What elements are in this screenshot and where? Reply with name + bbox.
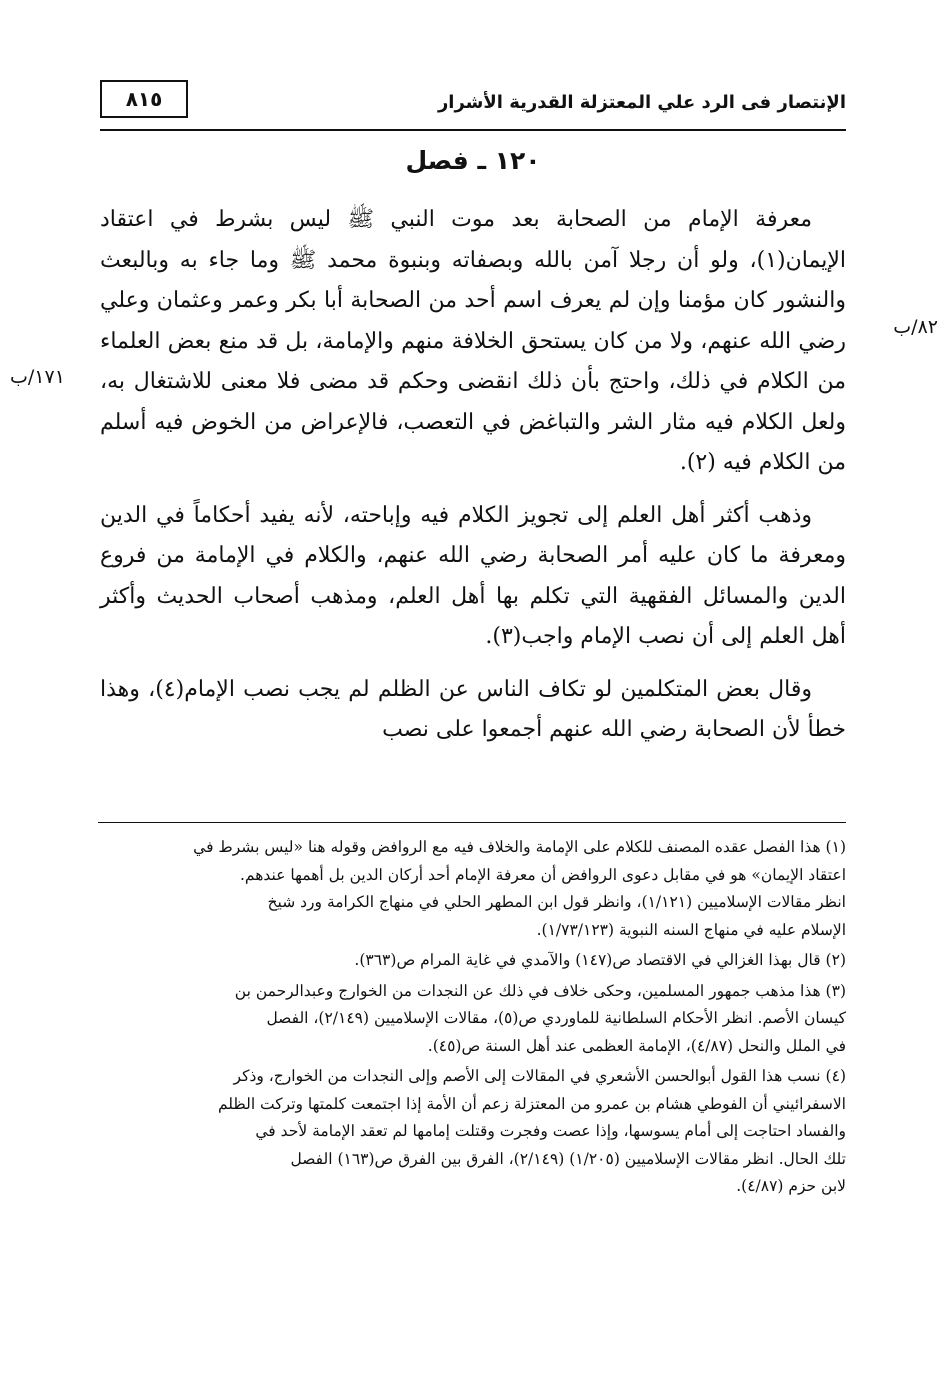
footnote-line: في الملل والنحل (٤/٨٧)، الإمامة العظمى عند أهل السنة ص(٤٥). (427, 1036, 846, 1055)
margin-note-left: ١٧١/ب (10, 366, 65, 388)
running-title: الإنتصار فى الرد علي المعتزلة القدرية الأشرار (437, 92, 846, 113)
page-header (100, 74, 846, 126)
footnotes (100, 834, 846, 1204)
footnote-line: (٤) نسب هذا القول أبوالحسن الأشعري في المقالات إلى الأصم وإلى النجدات من الخوارج، وذكر (233, 1067, 846, 1085)
paragraph: وقال بعض المتكلمين لو تكاف الناس عن الظلم لم يجب نصب الإمام(٤)، وهذا خطأ لأن الصحابة رضي الله عنهم أجمعوا على نصب (100, 676, 846, 742)
footnote-line: الاسفرائيني أن الفوطي هشام بن عمرو من المعتزلة زعم أن الأمة إذا اجتمعت كلمتها وتركت الظلم (217, 1094, 846, 1113)
paragraph: وذهب أكثر أهل العلم إلى تجويز الكلام فيه وإباحته، لأنه يفيد أحكاماً في الدين ومعرفة ما كان عليه أمر الصحابة رضي الله عنهم، والكلام في الإمامة من فروع الدين والمسائل الفقهية التي تكلم بها أهل العلم، ومذهب أصحاب الحديث وأكثر أهل العلم إلى أن نصب الإمام واجب(٣). (100, 502, 846, 649)
main-text (100, 200, 846, 763)
footnote-line: انظر مقالات الإسلاميين (١/١٢١)، وانظر قول ابن المطهر الحلي في منهاج الكرامة ورد شيخ (267, 893, 846, 911)
section-heading: ١٢٠ ـ فصل (405, 146, 541, 175)
footnote-line: الإسلام عليه في منهاج السنه النبوية (١/٧٣/١٢٣). (536, 920, 846, 939)
footnote-line: (١) هذا الفصل عقده المصنف للكلام على الإمامة والخلاف فيه مع الروافض وقوله هنا «ليس بشرط في (193, 838, 846, 856)
footnote-4 (100, 1063, 846, 1201)
paragraph: معرفة الإمام من الصحابة بعد موت النبي ﷺ ليس بشرط في اعتقاد الإيمان(١)، ولو أن رجلا آمن بالله وبصفاته وبنبوة محمد ﷺ وما جاء به وبالبعث والنشور كان مؤمنا وإن لم يعرف اسم أحد من الصحابة أبا بكر وعمر وعثمان وعلي رضي الله عنهم، ولا من كان يستحق الخلافة منهم والإمامة، بل قد منع بعض العلماء من الكلام في ذلك، واحتج بأن ذلك انقضى وحكم قد مضى فلا معنى للاشتغال به، ولعل الكلام فيه مثار الشر والتباغض في التعصب، فالإعراض من الخوض فيه أسلم من الكلام فيه (٢). (100, 207, 846, 475)
footnote-line: والفساد احتاجت إلى أمام يسوسها، وإذا عصت وفجرت وقتلت إمامها لم تعقد الإمامة لأحد في (255, 1122, 846, 1140)
header-rule (100, 129, 846, 131)
page-number: ٨١٥ (100, 80, 188, 118)
footnote-line: (٢) قال بهذا الغزالي في الاقتصاد ص(١٤٧) والآمدي في غاية المرام ص(٣٦٣). (354, 951, 846, 969)
footnote-rule (98, 822, 846, 823)
margin-note-right: ٨٢/ب (893, 316, 938, 338)
footnote-1 (100, 834, 846, 944)
footnote-line: (٣) هذا مذهب جمهور المسلمين، وحكى خلاف في ذلك عن النجدات من الخوارج وعبدالرحمن بن (234, 981, 846, 1000)
footnote-line: كيسان الأصم. انظر الأحكام السلطانية للماوردي ص(٥)، مقالات الإسلاميين (٢/١٤٩)، الفصل (266, 1009, 846, 1027)
footnote-line: تلك الحال. انظر مقالات الإسلاميين (١/٢٠٥) (٢/١٤٩)، الفرق بين الفرق ص(١٦٣) الفصل (290, 1149, 846, 1168)
footnote-2 (100, 947, 846, 975)
footnote-line: اعتقاد الإيمان» هو في مقابل دعوى الروافض أن معرفة الإمام أحد أركان الدين بل أهمها عندهم. (239, 865, 846, 884)
footnote-3 (100, 978, 846, 1061)
footnote-line: لابن حزم (٤/٨٧). (736, 1177, 846, 1195)
